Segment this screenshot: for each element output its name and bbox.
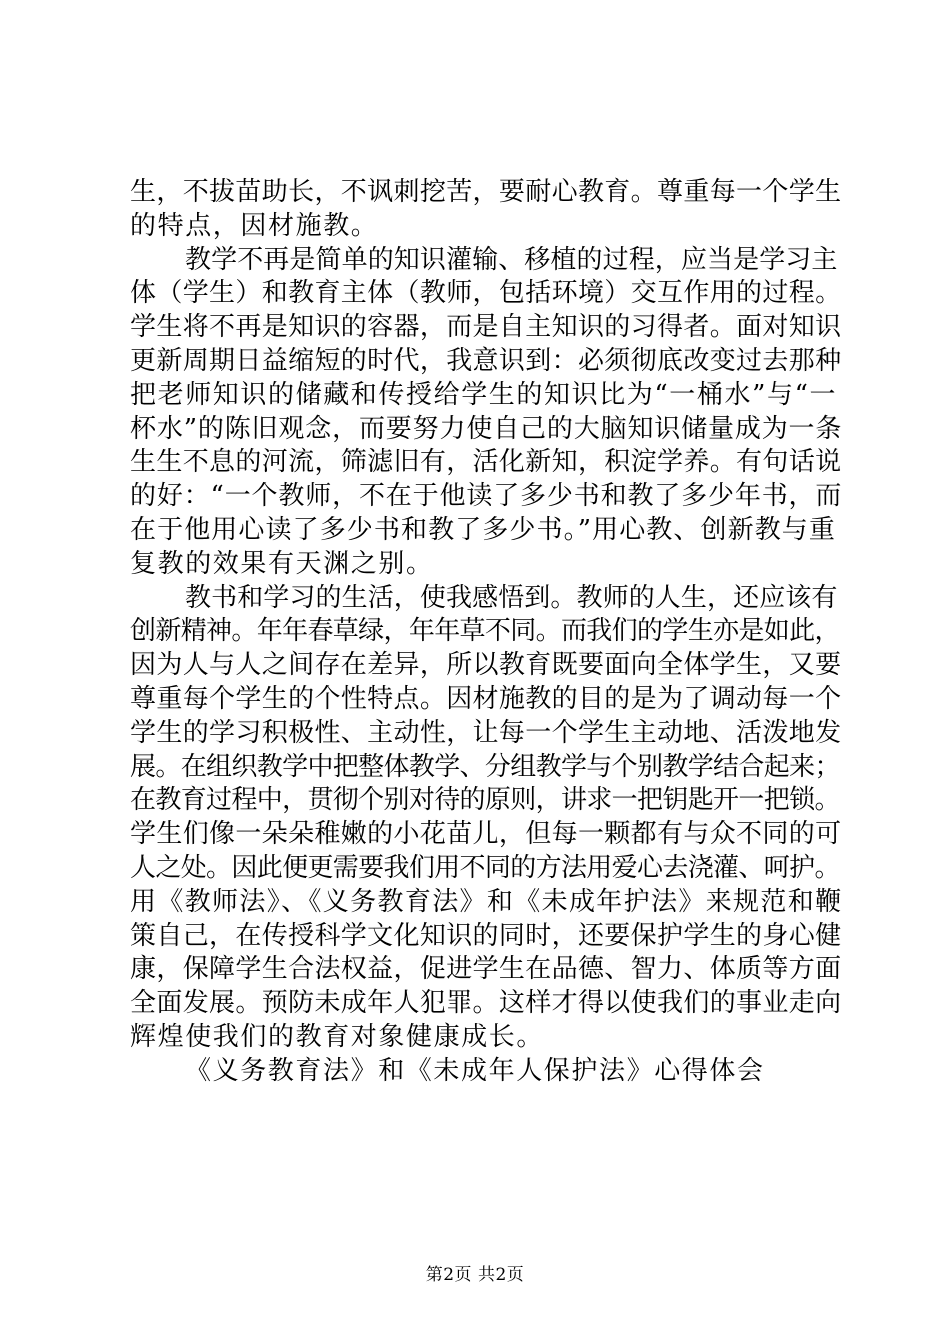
text-line: 全面发展。预防未成年人犯罪。这样才得以使我们的事业走向 xyxy=(130,988,842,1019)
text-line: 教书和学习的生活，使我感悟到。教师的人生，还应该有 xyxy=(185,582,838,613)
text-line: 创新精神。年年春草绿，年年草不同。而我们的学生亦是如此， xyxy=(130,616,840,647)
text-line: 策自己，在传授科学文化知识的同时，还要保护学生的身心健 xyxy=(130,920,842,951)
text-line: 复教的效果有天渊之别。 xyxy=(130,548,434,579)
text-line: 人之处。因此便更需要我们用不同的方法用爱心去浇灌、呵护。 xyxy=(130,852,840,883)
text-line: 学生的学习积极性、主动性，让每一个学生主动地、活泼地发 xyxy=(130,717,842,748)
text-line: 的好：“一个教师，不在于他读了多少书和教了多少年书，而 xyxy=(130,481,843,512)
text-line: 把老师知识的储藏和传授给学生的知识比为“一桶水”与“一 xyxy=(130,379,838,410)
text-line: 在于他用心读了多少书和教了多少书。”用心教、创新教与重 xyxy=(130,514,836,545)
text-line: 用《教师法》、《义务教育法》和《未成年护法》来规范和鞭 xyxy=(130,886,843,917)
text-line: 生生不息的河流，筛滤旧有，活化新知，积淀学养。有句话说 xyxy=(130,447,842,478)
text-line: 教学不再是简单的知识灌输、移植的过程，应当是学习主 xyxy=(185,244,838,275)
text-line: 体（学生）和教育主体（教师，包括环境）交互作用的过程。 xyxy=(130,278,842,309)
text-line: 学生将不再是知识的容器，而是自主知识的习得者。面对知识 xyxy=(130,312,842,343)
text-line: 辉煌使我们的教育对象健康成长。 xyxy=(130,1021,545,1052)
text-line: 的特点，因材施教。 xyxy=(130,210,379,241)
text-line: 更新周期日益缩短的时代，我意识到：必须彻底改变过去那种 xyxy=(130,345,842,376)
text-line: 尊重每个学生的个性特点。因材施教的目的是为了调动每一个 xyxy=(130,683,842,714)
text-line: 《义务教育法》和《未成年人保护法》心得体会 xyxy=(185,1055,765,1086)
text-line: 学生们像一朵朵稚嫩的小花苗儿，但每一颗都有与众不同的可 xyxy=(130,819,842,850)
text-line: 在教育过程中，贯彻个别对待的原则，讲求一把钥匙开一把锁。 xyxy=(130,785,840,816)
text-line: 杯水”的陈旧观念，而要努力使自己的大脑知识储量成为一条 xyxy=(130,413,843,444)
text-line: 康，保障学生合法权益，促进学生在品德、智力、体质等方面 xyxy=(130,954,842,985)
text-line: 生，不拔苗助长，不讽刺挖苦，要耐心教育。尊重每一个学生 xyxy=(130,177,842,207)
text-line: 因为人与人之间存在差异，所以教育既要面向全体学生，又要 xyxy=(130,650,842,681)
document-body xyxy=(130,176,843,1089)
text-line: 展。在组织教学中把整体教学、分组教学与个别教学结合起来； xyxy=(130,751,840,782)
page-number-footer: 第2页 共2页 xyxy=(425,1265,525,1285)
